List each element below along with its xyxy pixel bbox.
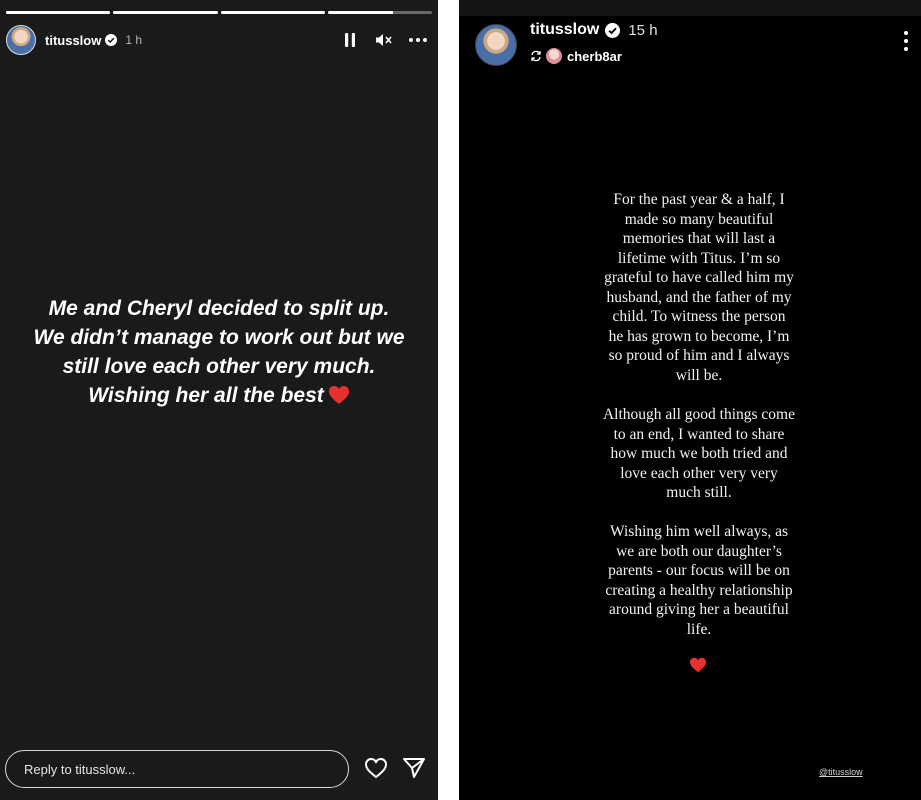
avatar[interactable]	[6, 25, 36, 55]
more-horizontal-icon	[408, 37, 428, 43]
like-heart-icon[interactable]	[364, 757, 388, 779]
story-text-line: around giving her a beautiful	[609, 601, 789, 618]
story-text-line: to an end, I wanted to share	[613, 425, 785, 443]
story-text-line: parents - our focus will be on	[608, 562, 790, 579]
reply-input[interactable]	[5, 750, 349, 788]
story-text-line: We didn’t manage to work out but we	[33, 326, 405, 349]
story-text-line: child. To witness the person	[612, 308, 786, 325]
story-text-line: will be.	[675, 366, 723, 384]
story-text-line: so proud of him and I always	[608, 347, 790, 364]
username[interactable]: titusslow	[530, 21, 600, 38]
progress-segment-1	[6, 11, 110, 14]
story-text-line: how much we both tried and	[610, 445, 788, 462]
send-paper-plane-icon[interactable]	[402, 757, 426, 779]
story-text-line: love each other very very	[620, 464, 778, 482]
story-text-line: husband, and the father of my	[606, 288, 792, 306]
story-text-line: still love each other very much.	[62, 355, 376, 378]
verified-badge-icon	[105, 34, 117, 46]
reposted-username[interactable]: cherb8ar	[567, 48, 622, 64]
story-text-line: grateful to have called him my	[604, 269, 794, 286]
story-text-line: life.	[686, 620, 712, 638]
more-options-button[interactable]	[903, 30, 909, 57]
reposted-user-avatar	[546, 48, 562, 64]
story-text	[0, 294, 438, 410]
avatar[interactable]	[475, 24, 517, 66]
username[interactable]: titusslow	[45, 32, 102, 48]
reply-actions	[364, 757, 426, 779]
story-text-line: much still.	[666, 484, 732, 501]
reply-placeholder: Reply to titusslow...	[24, 761, 136, 777]
pause-button[interactable]	[340, 30, 360, 50]
story-text-line: he has grown to become, I’m	[608, 327, 790, 345]
story-controls	[340, 30, 428, 50]
story-progress-bar	[6, 11, 432, 14]
heart-emoji-icon	[689, 657, 707, 673]
left-story-panel[interactable]	[0, 0, 438, 800]
verified-badge-icon	[605, 23, 620, 38]
story-text-line: Wishing him well always, as	[609, 523, 789, 540]
right-story-panel[interactable]	[459, 0, 921, 800]
repost-attribution[interactable]	[530, 48, 622, 64]
story-header	[6, 26, 428, 54]
story-header	[530, 21, 658, 39]
post-time: 15 h	[628, 21, 658, 39]
more-options-button[interactable]	[408, 30, 428, 50]
story-paragraph-1	[569, 190, 829, 385]
top-strip	[459, 0, 921, 16]
muted-speaker-icon	[375, 32, 393, 48]
repost-icon	[530, 50, 542, 62]
story-text-line-with-heart	[0, 381, 438, 410]
mute-button[interactable]	[374, 30, 394, 50]
story-text-line: we are both our daughter’s	[616, 542, 782, 560]
story-text-line: lifetime with Titus. I’m so	[617, 249, 781, 267]
more-vertical-icon	[903, 30, 909, 52]
mention-tag[interactable]: @titusslow	[819, 767, 863, 777]
heart-emoji-icon	[328, 385, 350, 405]
progress-segment-2	[113, 11, 217, 14]
post-time: 1 h	[125, 33, 143, 47]
story-text-line: creating a healthy relationship	[605, 581, 793, 599]
story-text-line: Although all good things come	[602, 406, 795, 423]
pause-icon	[343, 32, 357, 48]
progress-segment-4	[328, 11, 432, 14]
story-text-line: For the past year & a half, I	[613, 191, 785, 208]
progress-segment-3	[221, 11, 325, 14]
story-text-line: Wishing her all the best	[88, 384, 324, 407]
story-paragraph-3	[569, 522, 829, 639]
story-text-line: made so many beautiful	[624, 210, 774, 228]
story-paragraph-2	[569, 405, 829, 503]
story-text-line: Me and Cheryl decided to split up.	[48, 297, 390, 320]
story-text-line: memories that will last a	[622, 230, 776, 247]
